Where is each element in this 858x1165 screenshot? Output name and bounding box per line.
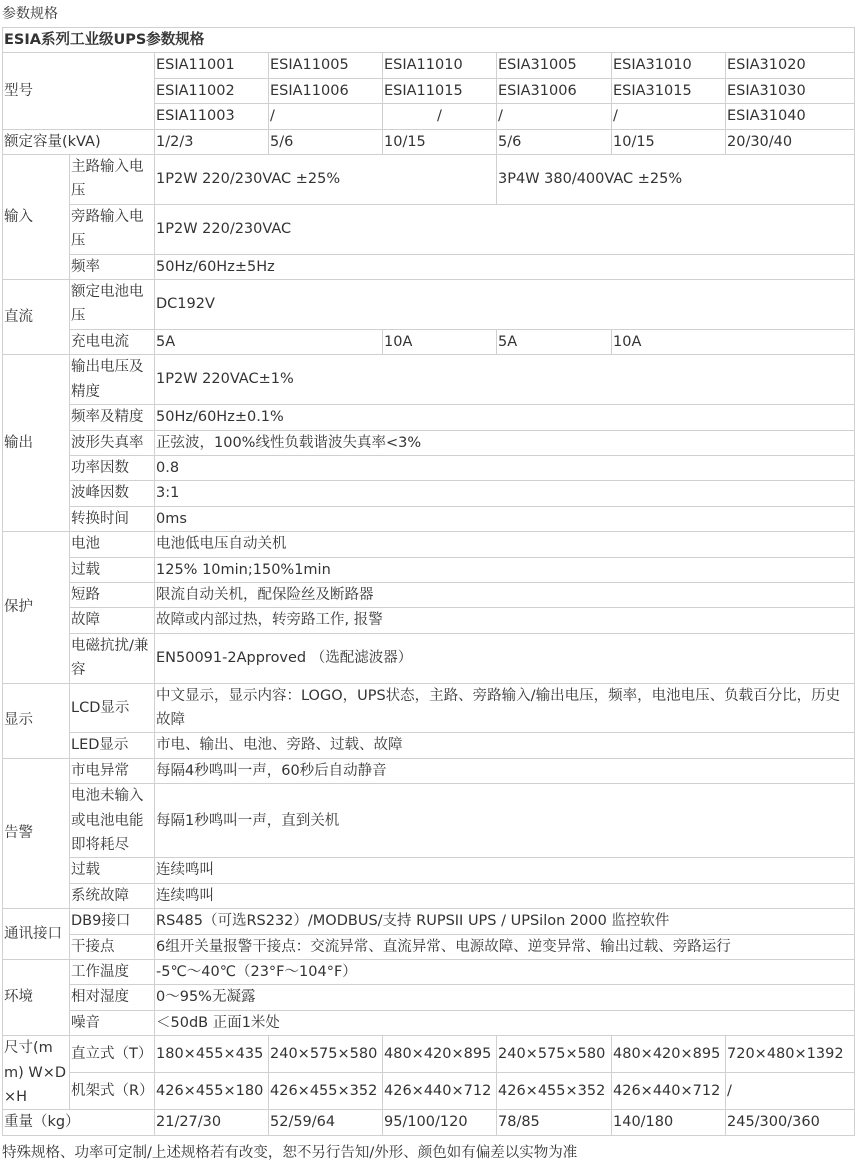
value-cell: 21/27/30 <box>155 1110 269 1135</box>
dc-voltage-row <box>3 280 855 330</box>
dc-charge-row <box>3 329 855 354</box>
output-row <box>3 430 855 455</box>
alarm-row <box>3 883 855 908</box>
model-cell: ESIA31030 <box>726 78 855 103</box>
value-cell: 0.8 <box>155 455 855 480</box>
value-cell: -5℃～40℃（23°F～104°F） <box>155 960 855 985</box>
value-cell: 故障或内部过热，转旁路工作, 报警 <box>155 608 855 633</box>
value-cell: 0ms <box>155 506 855 531</box>
value-cell: 正弦波，100%线性负载谐波失真率<3% <box>155 430 855 455</box>
model-cell: ESIA11003 <box>155 104 269 129</box>
value-cell: 480×420×895 <box>383 1036 497 1073</box>
row-label: DB9接口 <box>70 909 155 934</box>
display-group-label: 显示 <box>3 683 70 758</box>
row-label: 频率及精度 <box>70 405 155 430</box>
value-cell: 5A <box>155 329 383 354</box>
value-cell: 1P2W 220/230VAC <box>155 204 855 254</box>
protection-row <box>3 532 855 557</box>
model-cell: ESIA11001 <box>155 53 269 78</box>
input-main-row <box>3 155 855 205</box>
value-cell: 1P2W 220VAC±1% <box>155 355 855 405</box>
value-cell: 426×440×712 <box>383 1073 497 1110</box>
model-cell: ESIA31010 <box>612 53 726 78</box>
output-row <box>3 355 855 405</box>
model-cell: ESIA11006 <box>269 78 383 103</box>
protection-row <box>3 633 855 683</box>
model-cell: ESIA31040 <box>726 104 855 129</box>
dc-group-label: 直流 <box>3 280 70 355</box>
spec-table <box>2 27 855 1136</box>
model-cell: ESIA31006 <box>497 78 612 103</box>
comm-group-label: 通讯接口 <box>3 909 70 960</box>
row-label: 干接点 <box>70 934 155 959</box>
value-cell: 720×480×1392 <box>726 1036 855 1073</box>
capacity-label: 额定容量(kVA) <box>3 129 155 154</box>
value-cell: 78/85 <box>497 1110 612 1135</box>
value-cell: 426×455×352 <box>269 1073 383 1110</box>
row-label: 系统故障 <box>70 883 155 908</box>
value-cell: RS485（可选RS232）/MODBUS/支持 RUPSII UPS / UPSilon 2000 监控软件 <box>155 909 855 934</box>
dimension-rack-row <box>3 1073 855 1110</box>
capacity-cell: 5/6 <box>269 129 383 154</box>
output-row <box>3 481 855 506</box>
value-cell: 6组开关量报警干接点：交流异常、直流异常、电源故障、逆变异常、输出过载、旁路运行 <box>155 934 855 959</box>
model-cell: / <box>269 104 383 129</box>
row-label: 故障 <box>70 608 155 633</box>
value-cell: 每隔1秒鸣叫一声，直到关机 <box>155 784 855 858</box>
model-label: 型号 <box>3 53 155 129</box>
display-row <box>3 733 855 758</box>
value-cell: 连续鸣叫 <box>155 883 855 908</box>
row-label: 电磁抗扰/兼容 <box>70 633 155 683</box>
row-label: 过载 <box>70 858 155 883</box>
row-label: 输出电压及精度 <box>70 355 155 405</box>
value-cell: 50Hz/60Hz±5Hz <box>155 254 855 279</box>
row-label: 旁路输入电压 <box>70 204 155 254</box>
model-cell: ESIA31015 <box>612 78 726 103</box>
alarm-row <box>3 858 855 883</box>
capacity-cell: 5/6 <box>497 129 612 154</box>
value-cell: 1P2W 220/230VAC ±25% <box>155 155 497 205</box>
value-cell: 中文显示，显示内容：LOGO，UPS状态，主路、旁路输入/输出电压，频率，电池电压、负载百分比，历史故障 <box>155 683 855 733</box>
alarm-row <box>3 784 855 858</box>
value-cell: / <box>726 1073 855 1110</box>
row-label: 转换时间 <box>70 506 155 531</box>
dimension-tower-row <box>3 1036 855 1073</box>
table-title-row <box>3 28 855 53</box>
weight-label: 重量（kg） <box>3 1110 155 1135</box>
weight-row <box>3 1110 855 1135</box>
row-label: 额定电池电压 <box>70 280 155 330</box>
model-cell: ESIA11015 <box>383 78 497 103</box>
row-label: 充电电流 <box>70 329 155 354</box>
protection-row <box>3 582 855 607</box>
value-cell: 电池低电压自动关机 <box>155 532 855 557</box>
row-label: 频率 <box>70 254 155 279</box>
alarm-group-label: 告警 <box>3 758 70 908</box>
model-row <box>3 53 855 78</box>
value-cell: 52/59/64 <box>269 1110 383 1135</box>
row-label: 电池未输入或电池电能即将耗尽 <box>70 784 155 858</box>
model-cell: ESIA31005 <box>497 53 612 78</box>
input-bypass-row <box>3 204 855 254</box>
row-label: 直立式（T） <box>70 1036 155 1073</box>
capacity-cell: 10/15 <box>383 129 497 154</box>
value-cell: 125% 10min;150%1min <box>155 557 855 582</box>
value-cell: 5A <box>497 329 612 354</box>
capacity-cell: 20/30/40 <box>726 129 855 154</box>
value-cell: 180×455×435 <box>155 1036 269 1073</box>
environment-row <box>3 960 855 985</box>
output-row <box>3 506 855 531</box>
value-cell: 10A <box>383 329 497 354</box>
value-cell: 245/300/360 <box>726 1110 855 1135</box>
row-label: LED显示 <box>70 733 155 758</box>
row-label: 噪音 <box>70 1010 155 1035</box>
row-label: 功率因数 <box>70 455 155 480</box>
protection-group-label: 保护 <box>3 532 70 683</box>
row-label: LCD显示 <box>70 683 155 733</box>
capacity-cell: 1/2/3 <box>155 129 269 154</box>
output-row <box>3 405 855 430</box>
protection-row <box>3 608 855 633</box>
model-cell: ESIA11005 <box>269 53 383 78</box>
row-label: 波峰因数 <box>70 481 155 506</box>
value-cell: 每隔4秒鸣叫一声，60秒后自动静音 <box>155 758 855 783</box>
value-cell: 3:1 <box>155 481 855 506</box>
input-frequency-row <box>3 254 855 279</box>
value-cell: ＜50dB 正面1米处 <box>155 1010 855 1035</box>
environment-group-label: 环境 <box>3 960 70 1036</box>
value-cell: 50Hz/60Hz±0.1% <box>155 405 855 430</box>
value-cell: 连续鸣叫 <box>155 858 855 883</box>
footer-note: 特殊规格、功率可定制/上述规格若有改变，恕不另行告知/外形、颜色如有偏差以实物为准 <box>2 1145 578 1161</box>
value-cell: 426×455×180 <box>155 1073 269 1110</box>
output-group-label: 输出 <box>3 355 70 532</box>
value-cell: DC192V <box>155 280 855 330</box>
model-cell: ESIA11010 <box>383 53 497 78</box>
alarm-row <box>3 758 855 783</box>
value-cell: EN50091-2Approved （选配滤波器） <box>155 633 855 683</box>
value-cell: 10A <box>612 329 855 354</box>
comm-row <box>3 934 855 959</box>
row-label: 工作温度 <box>70 960 155 985</box>
environment-row <box>3 985 855 1010</box>
row-label: 主路输入电压 <box>70 155 155 205</box>
row-label: 相对湿度 <box>70 985 155 1010</box>
capacity-cell: 10/15 <box>612 129 726 154</box>
table-title: ESIA系列工业级UPS参数规格 <box>3 28 855 53</box>
row-label: 电池 <box>70 532 155 557</box>
output-row <box>3 455 855 480</box>
value-cell: 240×575×580 <box>497 1036 612 1073</box>
model-cell: / <box>612 104 726 129</box>
value-cell: 480×420×895 <box>612 1036 726 1073</box>
value-cell: 95/100/120 <box>383 1110 497 1135</box>
value-cell: 市电、输出、电池、旁路、过载、故障 <box>155 733 855 758</box>
value-cell: 140/180 <box>612 1110 726 1135</box>
model-cell: / <box>497 104 612 129</box>
value-cell: 限流自动关机，配保险丝及断路器 <box>155 582 855 607</box>
protection-row <box>3 557 855 582</box>
value-cell: 426×440×712 <box>612 1073 726 1110</box>
input-group-label: 输入 <box>3 155 70 280</box>
row-label: 短路 <box>70 582 155 607</box>
value-cell: 240×575×580 <box>269 1036 383 1073</box>
model-cell: ESIA11002 <box>155 78 269 103</box>
row-label: 波形失真率 <box>70 430 155 455</box>
section-heading: 参数规格 <box>2 6 58 22</box>
row-label: 机架式（R） <box>70 1073 155 1110</box>
row-label: 市电异常 <box>70 758 155 783</box>
model-cell: / <box>383 104 497 129</box>
value-cell: 3P4W 380/400VAC ±25% <box>497 155 855 205</box>
capacity-row <box>3 129 855 154</box>
value-cell: 0～95%无凝露 <box>155 985 855 1010</box>
model-cell: ESIA31020 <box>726 53 855 78</box>
comm-row <box>3 909 855 934</box>
dimension-group-label: 尺寸(mm) W×D×H <box>3 1036 70 1110</box>
row-label: 过载 <box>70 557 155 582</box>
display-row <box>3 683 855 733</box>
environment-row <box>3 1010 855 1035</box>
value-cell: 426×455×352 <box>497 1073 612 1110</box>
